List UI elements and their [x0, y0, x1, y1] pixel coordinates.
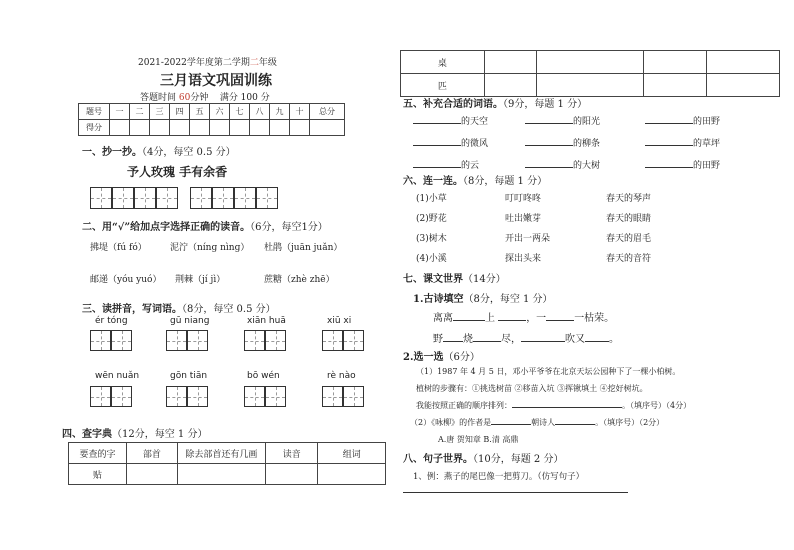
write-grid-4[interactable] — [322, 330, 364, 351]
match-item[interactable]: 春天的眼睛 — [606, 214, 652, 224]
dict-char: 匹 — [401, 74, 485, 97]
score-header-cell: 七 — [230, 104, 250, 120]
score-header-cell: 总分 — [310, 104, 345, 120]
q2-title: 2.选一选（6分） — [403, 352, 480, 363]
match-item[interactable]: (1)小草 — [416, 194, 447, 204]
score-header-cell: 一 — [110, 104, 130, 120]
copy-phrase: 予人玫瑰 手有余香 — [127, 165, 228, 179]
copy-cell[interactable] — [234, 187, 256, 209]
write-grid-3[interactable] — [244, 330, 286, 351]
dict-cell[interactable] — [265, 464, 317, 485]
dict-cell[interactable] — [537, 74, 643, 97]
match-item[interactable]: 开出一两朵 — [505, 234, 551, 244]
score-header-cell: 二 — [130, 104, 150, 120]
score-row-label: 得分 — [79, 120, 110, 136]
score-header-cell: 五 — [190, 104, 210, 120]
year-line: 2021-2022学年度第二学期二年级 — [138, 58, 277, 68]
pinyin: gū niang — [170, 316, 210, 326]
dict-cell[interactable] — [484, 74, 537, 97]
score-cell[interactable] — [310, 120, 345, 136]
score-header-cell: 题号 — [79, 104, 110, 120]
score-header-cell: 四 — [170, 104, 190, 120]
match-item[interactable]: (3)树木 — [416, 234, 447, 244]
page-title: 三月语文巩固训练 — [160, 73, 272, 89]
match-item[interactable]: (2)野花 — [416, 214, 447, 224]
section-8-title: 八、句子世界。（10分，每题 2 分） — [403, 454, 564, 465]
dict-cell[interactable] — [318, 464, 386, 485]
copy-cell[interactable] — [156, 187, 178, 209]
section-6-title: 六、连一连。（8分，每题 1 分） — [403, 176, 548, 187]
dict-cell[interactable] — [643, 51, 706, 74]
time-line: 答题时间 60分钟 满分 100 分 — [140, 93, 270, 103]
fill-blank-item[interactable]: 的微风 — [413, 136, 488, 149]
pron-item[interactable]: 拂堤（fú fó） — [90, 243, 147, 253]
match-item[interactable]: 吐出嫩芽 — [505, 214, 542, 224]
pron-item[interactable]: 杜鹃（juān juǎn） — [264, 243, 343, 253]
poem-line-2[interactable]: 野 烧 尽， 吹又 。 — [433, 334, 619, 345]
pinyin: xiū xi — [327, 316, 352, 326]
write-grid-1[interactable] — [90, 330, 132, 351]
q1-title: 1.古诗填空（8分，每空 1 分） — [413, 294, 553, 305]
match-item[interactable]: 春天的音符 — [606, 254, 652, 264]
dict-cell[interactable] — [537, 51, 643, 74]
match-item[interactable]: 探出头来 — [505, 254, 542, 264]
copy-cell[interactable] — [212, 187, 234, 209]
score-header-cell: 六 — [210, 104, 230, 120]
q2-line: 植树的步骤有：①挑选树苗 ②移苗入坑 ③挥锹填土 ④挖好树坑。 — [416, 384, 648, 393]
match-item[interactable]: (4)小溪 — [416, 254, 447, 264]
score-header-cell: 十 — [290, 104, 310, 120]
score-cell[interactable] — [110, 120, 130, 136]
copy-cell[interactable] — [134, 187, 156, 209]
pron-item[interactable]: 邮递（yóu yuó） — [90, 275, 162, 285]
score-header-cell: 八 — [250, 104, 270, 120]
pinyin: wēn nuǎn — [95, 371, 140, 381]
score-cell[interactable] — [190, 120, 210, 136]
pron-item[interactable]: 泥泞（nínɡ nìnɡ） — [170, 243, 250, 253]
pron-item[interactable]: 蔗糖（zhè zhē） — [264, 275, 335, 285]
pinyin: ér tóng — [95, 316, 128, 326]
score-cell[interactable] — [250, 120, 270, 136]
dict-cell[interactable] — [484, 51, 537, 74]
fill-blank-item[interactable]: 的田野 — [645, 158, 720, 171]
match-item[interactable]: 叮叮咚咚 — [505, 194, 542, 204]
fill-blank-item[interactable]: 的大树 — [525, 158, 600, 171]
fill-blank-item[interactable]: 的云 — [413, 158, 479, 171]
fill-blank-item[interactable]: 的柳条 — [525, 136, 600, 149]
fill-blank-item[interactable]: 的草坪 — [645, 136, 720, 149]
dict-cell[interactable] — [127, 464, 178, 485]
answer-line[interactable] — [403, 492, 628, 493]
write-grid-5[interactable] — [90, 386, 132, 407]
score-header-cell: 九 — [270, 104, 290, 120]
q2-order-line[interactable]: 我能按照正确的顺序排列： 。（填序号）（4分） — [416, 401, 692, 410]
write-grid-2[interactable] — [166, 330, 208, 351]
score-cell[interactable] — [150, 120, 170, 136]
right-column — [398, 0, 794, 550]
dict-cell[interactable] — [706, 51, 779, 74]
q2-options: A.唐 贺知章 B.清 高鼎 — [438, 435, 519, 444]
score-cell[interactable] — [210, 120, 230, 136]
fill-blank-item[interactable]: 的田野 — [645, 114, 720, 127]
score-cell[interactable] — [290, 120, 310, 136]
dict-cell[interactable] — [643, 74, 706, 97]
pinyin: rè nào — [327, 371, 356, 381]
score-cell[interactable] — [270, 120, 290, 136]
score-header-cell: 三 — [150, 104, 170, 120]
score-cell[interactable] — [170, 120, 190, 136]
section-1-title: 一、抄一抄。（4分，每空 0.5 分） — [82, 147, 236, 158]
pinyin: xiān huā — [247, 316, 286, 326]
score-cell[interactable] — [130, 120, 150, 136]
pinyin: bō wén — [247, 371, 280, 381]
score-cell[interactable] — [230, 120, 250, 136]
poem-line-1[interactable]: 离离 上 ，一 一枯荣。 — [433, 313, 615, 324]
q2-line: （1）1987 年 4 月 5 日，邓小平爷爷在北京天坛公园种下了一棵小柏树。 — [416, 367, 681, 376]
pron-item[interactable]: 荆棘（jí jì） — [175, 275, 226, 285]
match-item[interactable]: 春天的琴声 — [606, 194, 652, 204]
copy-grid[interactable] — [90, 187, 278, 209]
write-grid-8[interactable] — [322, 386, 364, 407]
section-2-title: 二、用“√”给加点字选择正确的读音。（6分，每空1分） — [82, 222, 328, 233]
dict-char: 贴 — [69, 464, 127, 485]
write-grid-6[interactable] — [166, 386, 208, 407]
dict-cell[interactable] — [706, 74, 779, 97]
copy-cell[interactable] — [112, 187, 134, 209]
section-3-title: 三、读拼音，写词语。（8分，每空 0.5 分） — [82, 304, 276, 315]
copy-cell[interactable] — [190, 187, 212, 209]
section-5-title: 五、补充合适的词语。（9分，每题 1 分） — [403, 99, 588, 110]
match-item[interactable]: 春天的眉毛 — [606, 234, 652, 244]
score-table — [78, 103, 345, 136]
dict-char: 桌 — [401, 51, 485, 74]
fill-blank-item[interactable]: 的阳光 — [525, 114, 600, 127]
section-7-title: 七、课文世界（14分） — [403, 274, 506, 285]
q2-author-line[interactable]: （2）《咏柳》的作者是 朝诗人 。（填序号）（2分） — [410, 418, 665, 427]
fill-blank-item[interactable]: 的天空 — [413, 114, 488, 127]
dictionary-table: 要查的字 部首 除去部首还有几画 读音 组词 贴 — [68, 442, 386, 485]
write-grid-7[interactable] — [244, 386, 286, 407]
dictionary-table-cont — [400, 50, 780, 97]
copy-cell[interactable] — [90, 187, 112, 209]
s8-q1: 1、例：燕子的尾巴像一把剪刀。（仿写句子） — [413, 472, 585, 482]
dict-cell[interactable] — [177, 464, 265, 485]
section-4-title: 四、查字典（12分，每空 1 分） — [62, 429, 208, 440]
pinyin: gōn tiān — [170, 371, 208, 381]
copy-cell[interactable] — [256, 187, 278, 209]
